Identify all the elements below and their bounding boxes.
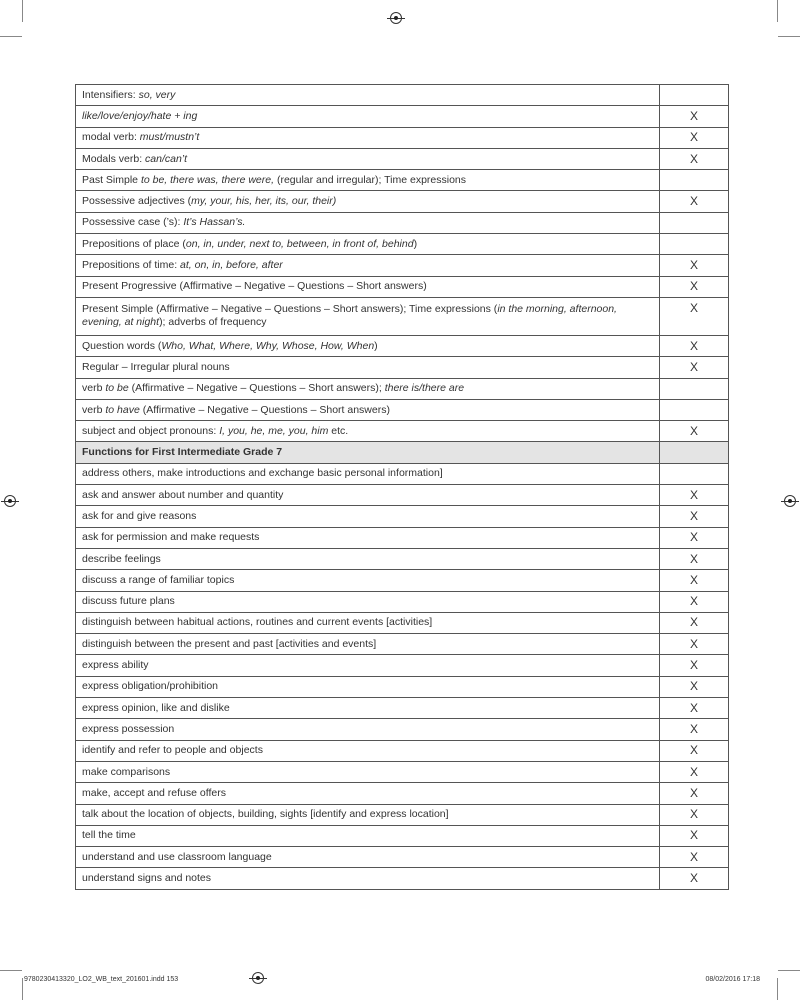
check-mark: X xyxy=(660,804,729,825)
check-mark: X xyxy=(660,634,729,655)
function-item: describe feelings xyxy=(76,548,660,569)
text-segment: ) xyxy=(374,339,378,352)
function-row xyxy=(76,570,729,591)
check-mark: X xyxy=(660,719,729,740)
function-item: distinguish between the present and past [activities and events] xyxy=(76,634,660,655)
text-segment: (regular and irregular); Time expressions xyxy=(274,173,467,186)
check-mark: X xyxy=(660,570,729,591)
check-mark xyxy=(660,399,729,420)
grammar-row xyxy=(76,127,729,148)
text-segment: must/mustn’t xyxy=(139,131,200,144)
check-mark: X xyxy=(660,783,729,804)
function-row xyxy=(76,804,729,825)
crop-mark xyxy=(777,0,778,22)
footer-file-info: 9780230413320_LO2_WB_text_201601.indd 153 xyxy=(24,976,179,983)
function-row xyxy=(76,719,729,740)
text-segment: ) xyxy=(413,237,418,250)
function-item: talk about the location of objects, building, sights [identify and express location] xyxy=(76,804,660,825)
check-mark xyxy=(660,234,729,255)
text-segment: in the morning, afternoon, evening, at night xyxy=(82,303,617,329)
check-mark: X xyxy=(660,527,729,548)
check-mark: X xyxy=(660,191,729,212)
crop-mark xyxy=(778,36,800,37)
grammar-item xyxy=(76,127,660,148)
function-item: express ability xyxy=(76,655,660,676)
text-segment: on, in, under, next to, between, in front of, behind xyxy=(185,237,414,250)
function-item: express obligation/prohibition xyxy=(76,676,660,697)
check-mark: X xyxy=(660,148,729,169)
check-mark: X xyxy=(660,276,729,297)
grammar-row xyxy=(76,421,729,442)
check-mark xyxy=(660,170,729,191)
grammar-row xyxy=(76,170,729,191)
check-mark: X xyxy=(660,591,729,612)
function-row xyxy=(76,676,729,697)
text-segment: Modals verb: xyxy=(82,152,146,165)
function-item: discuss future plans xyxy=(76,591,660,612)
text-segment: ); adverbs of frequency xyxy=(159,316,267,329)
check-mark: X xyxy=(660,127,729,148)
grammar-row xyxy=(76,255,729,276)
check-mark xyxy=(660,85,729,106)
crop-mark xyxy=(0,36,22,37)
text-segment: to be xyxy=(105,382,129,395)
function-row xyxy=(76,634,729,655)
grammar-row xyxy=(76,399,729,420)
function-row xyxy=(76,655,729,676)
function-row xyxy=(76,463,729,484)
function-row xyxy=(76,527,729,548)
grammar-row xyxy=(76,335,729,356)
function-row xyxy=(76,740,729,761)
function-item: make, accept and refuse offers xyxy=(76,783,660,804)
registration-mark-icon xyxy=(4,495,16,507)
crop-mark xyxy=(22,978,23,1000)
check-mark: X xyxy=(660,255,729,276)
grammar-item xyxy=(76,335,660,356)
registration-mark-icon xyxy=(390,12,402,24)
grammar-item xyxy=(76,148,660,169)
grammar-row xyxy=(76,212,729,233)
text-segment: verb xyxy=(82,382,106,395)
check-mark xyxy=(660,212,729,233)
text-segment: I, you, he, me, you, him xyxy=(219,424,329,437)
text-segment: can/can’t xyxy=(145,152,188,165)
crop-mark xyxy=(778,970,800,971)
empty-cell xyxy=(660,442,729,463)
section-heading: Functions for First Intermediate Grade 7 xyxy=(76,442,660,463)
check-mark xyxy=(660,463,729,484)
check-mark: X xyxy=(660,106,729,127)
text-segment: at, on, in, before, after xyxy=(180,259,283,272)
text-segment: (Affirmative – Negative – Questions – Short answers) xyxy=(139,403,390,416)
text-segment: Who, What, Where, Why, Whose, How, When xyxy=(161,339,375,352)
function-item: ask for and give reasons xyxy=(76,506,660,527)
function-row xyxy=(76,868,729,889)
crop-mark xyxy=(22,0,23,22)
function-item: address others, make introductions and exchange basic personal information] xyxy=(76,463,660,484)
text-segment: Possessive adjectives ( xyxy=(82,195,192,208)
function-item: express opinion, like and dislike xyxy=(76,698,660,719)
function-row xyxy=(76,698,729,719)
text-segment: subject and object pronouns: xyxy=(82,424,220,437)
function-item: express possession xyxy=(76,719,660,740)
text-segment: modal verb: xyxy=(82,131,140,144)
check-mark: X xyxy=(660,612,729,633)
text-segment: etc. xyxy=(328,424,349,437)
check-mark: X xyxy=(660,548,729,569)
text-segment: like/love/enjoy/hate + ing xyxy=(82,109,198,122)
check-mark: X xyxy=(660,740,729,761)
text-segment: Prepositions of place ( xyxy=(82,237,186,250)
function-row xyxy=(76,612,729,633)
text-segment: Possessive case (’s): xyxy=(82,216,184,229)
check-mark: X xyxy=(660,297,729,335)
grammar-row xyxy=(76,357,729,378)
grammar-item xyxy=(76,106,660,127)
check-mark: X xyxy=(660,676,729,697)
text-segment: It’s Hassan’s. xyxy=(183,216,246,229)
grammar-item xyxy=(76,170,660,191)
grammar-item xyxy=(76,399,660,420)
check-mark: X xyxy=(660,655,729,676)
function-row xyxy=(76,825,729,846)
text-segment: to have xyxy=(105,403,140,416)
function-row xyxy=(76,761,729,782)
grammar-row xyxy=(76,106,729,127)
text-segment: Intensifiers: xyxy=(82,88,139,101)
footer-date: 08/02/2016 17:18 xyxy=(705,976,760,983)
grammar-item xyxy=(76,212,660,233)
crop-mark xyxy=(0,970,22,971)
grammar-row xyxy=(76,148,729,169)
registration-mark-icon xyxy=(784,495,796,507)
check-mark: X xyxy=(660,868,729,889)
check-mark: X xyxy=(660,485,729,506)
text-segment: Regular – Irregular plural nouns xyxy=(82,360,230,373)
grammar-row xyxy=(76,297,729,335)
grammar-row xyxy=(76,234,729,255)
grammar-item xyxy=(76,276,660,297)
text-segment: Prepositions of time: xyxy=(82,259,181,272)
grammar-item xyxy=(76,421,660,442)
text-segment: there is/there are xyxy=(384,382,465,395)
section-header-row xyxy=(76,442,729,463)
function-row xyxy=(76,847,729,868)
text-segment: Present Simple (Affirmative – Negative – Questions – Short answers); Time expressions ( xyxy=(82,303,498,316)
function-row xyxy=(76,548,729,569)
function-item: identify and refer to people and objects xyxy=(76,740,660,761)
grammar-item xyxy=(76,297,660,335)
grammar-item xyxy=(76,191,660,212)
function-item: discuss a range of familiar topics xyxy=(76,570,660,591)
function-row xyxy=(76,485,729,506)
grammar-item xyxy=(76,234,660,255)
grammar-item xyxy=(76,357,660,378)
function-item: ask for permission and make requests xyxy=(76,527,660,548)
check-mark: X xyxy=(660,506,729,527)
grammar-row xyxy=(76,191,729,212)
check-mark: X xyxy=(660,761,729,782)
text-segment: Question words ( xyxy=(82,339,162,352)
function-row xyxy=(76,591,729,612)
grammar-row xyxy=(76,378,729,399)
function-item: understand signs and notes xyxy=(76,868,660,889)
function-row xyxy=(76,506,729,527)
registration-mark-icon xyxy=(252,972,264,984)
text-segment: Past Simple xyxy=(82,173,141,186)
check-mark: X xyxy=(660,847,729,868)
function-item: ask and answer about number and quantity xyxy=(76,485,660,506)
crop-mark xyxy=(777,978,778,1000)
grammar-item xyxy=(76,85,660,106)
check-mark: X xyxy=(660,421,729,442)
check-mark: X xyxy=(660,335,729,356)
check-mark: X xyxy=(660,698,729,719)
function-item: make comparisons xyxy=(76,761,660,782)
text-segment: (Affirmative – Negative – Questions – Short answers); xyxy=(128,382,385,395)
function-item: understand and use classroom language xyxy=(76,847,660,868)
grammar-item xyxy=(76,255,660,276)
grammar-item xyxy=(76,378,660,399)
text-segment: Present Progressive (Affirmative – Negative – Questions – Short answers) xyxy=(82,280,427,293)
grammar-row xyxy=(76,85,729,106)
function-row xyxy=(76,783,729,804)
text-segment: verb xyxy=(82,403,106,416)
check-mark: X xyxy=(660,825,729,846)
function-item: distinguish between habitual actions, routines and current events [activities] xyxy=(76,612,660,633)
grammar-functions-table xyxy=(75,84,729,890)
text-segment: my, your, his, her, its, our, their) xyxy=(191,195,337,208)
text-segment: to be, there was, there were, xyxy=(140,173,275,186)
grammar-row xyxy=(76,276,729,297)
check-mark xyxy=(660,378,729,399)
function-item: tell the time xyxy=(76,825,660,846)
check-mark: X xyxy=(660,357,729,378)
text-segment: so, very xyxy=(138,88,176,101)
